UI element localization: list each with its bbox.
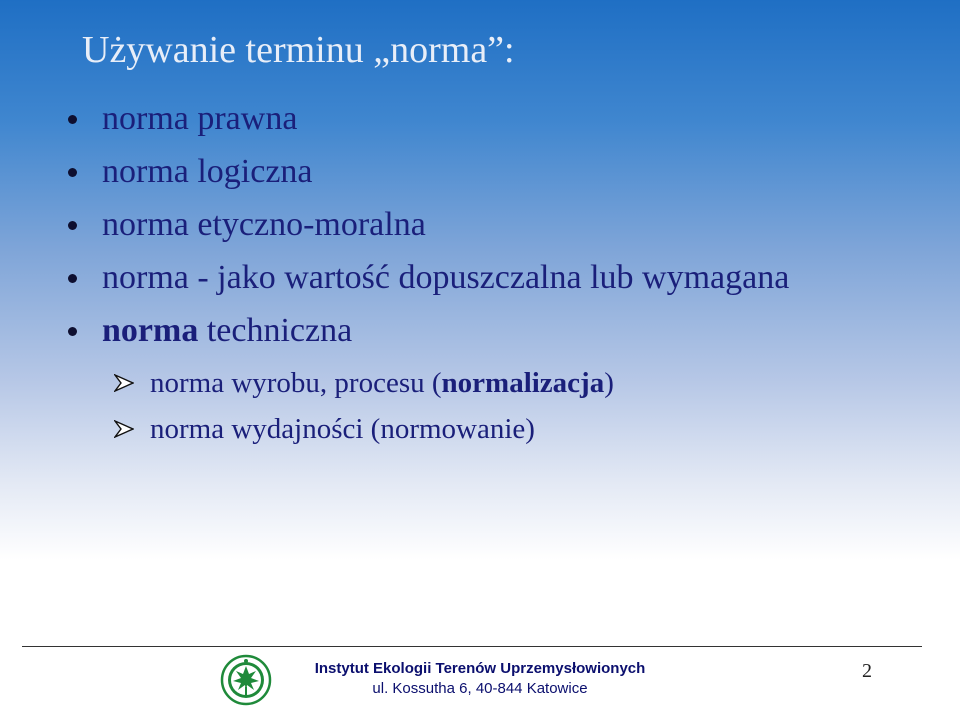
bullet-dot-icon	[68, 168, 77, 177]
bullet-text: norma prawna	[102, 100, 298, 137]
footer-divider	[22, 646, 922, 647]
sub-bullet-text: norma wydajności (normowanie)	[150, 413, 535, 445]
sub-bullet-list	[112, 362, 614, 454]
bullet-text: techniczna	[198, 312, 353, 349]
bullet-text: norma etyczno-moralna	[102, 206, 426, 243]
footer-address: ul. Kossutha 6, 40-844 Katowice	[372, 680, 588, 697]
bullet-text: norma - jako wartość dopuszczalna lub wymagana	[102, 259, 790, 296]
bullet-bold-text: norma	[102, 312, 199, 349]
arrowhead-bullet-icon	[114, 374, 134, 392]
bullet-list	[60, 96, 789, 361]
bullet-item	[60, 202, 789, 255]
page-number: 2	[862, 660, 872, 682]
bullet-item	[60, 96, 789, 149]
bullet-text: norma logiczna	[102, 153, 313, 190]
bullet-dot-icon	[68, 274, 77, 283]
sub-bullet-item	[112, 362, 614, 408]
sub-bullet-text: norma wyrobu, procesu (	[150, 367, 442, 399]
footer-institution: Instytut Ekologii Terenów Uprzemysłowionych	[314, 660, 646, 677]
bullet-dot-icon	[68, 221, 77, 230]
institute-logo-icon	[220, 654, 272, 706]
sub-bullet-item	[112, 408, 614, 454]
bullet-dot-icon	[68, 115, 77, 124]
bullet-item	[60, 149, 789, 202]
bullet-item	[60, 255, 789, 308]
bullet-item	[60, 308, 789, 361]
arrowhead-bullet-icon	[114, 420, 134, 438]
slide-title: Używanie terminu „norma”:	[82, 29, 515, 71]
sub-bullet-text-after: )	[604, 367, 614, 399]
sub-bullet-bold-text: normalizacja	[441, 367, 605, 399]
footer-text	[280, 659, 680, 699]
bullet-dot-icon	[68, 327, 77, 336]
